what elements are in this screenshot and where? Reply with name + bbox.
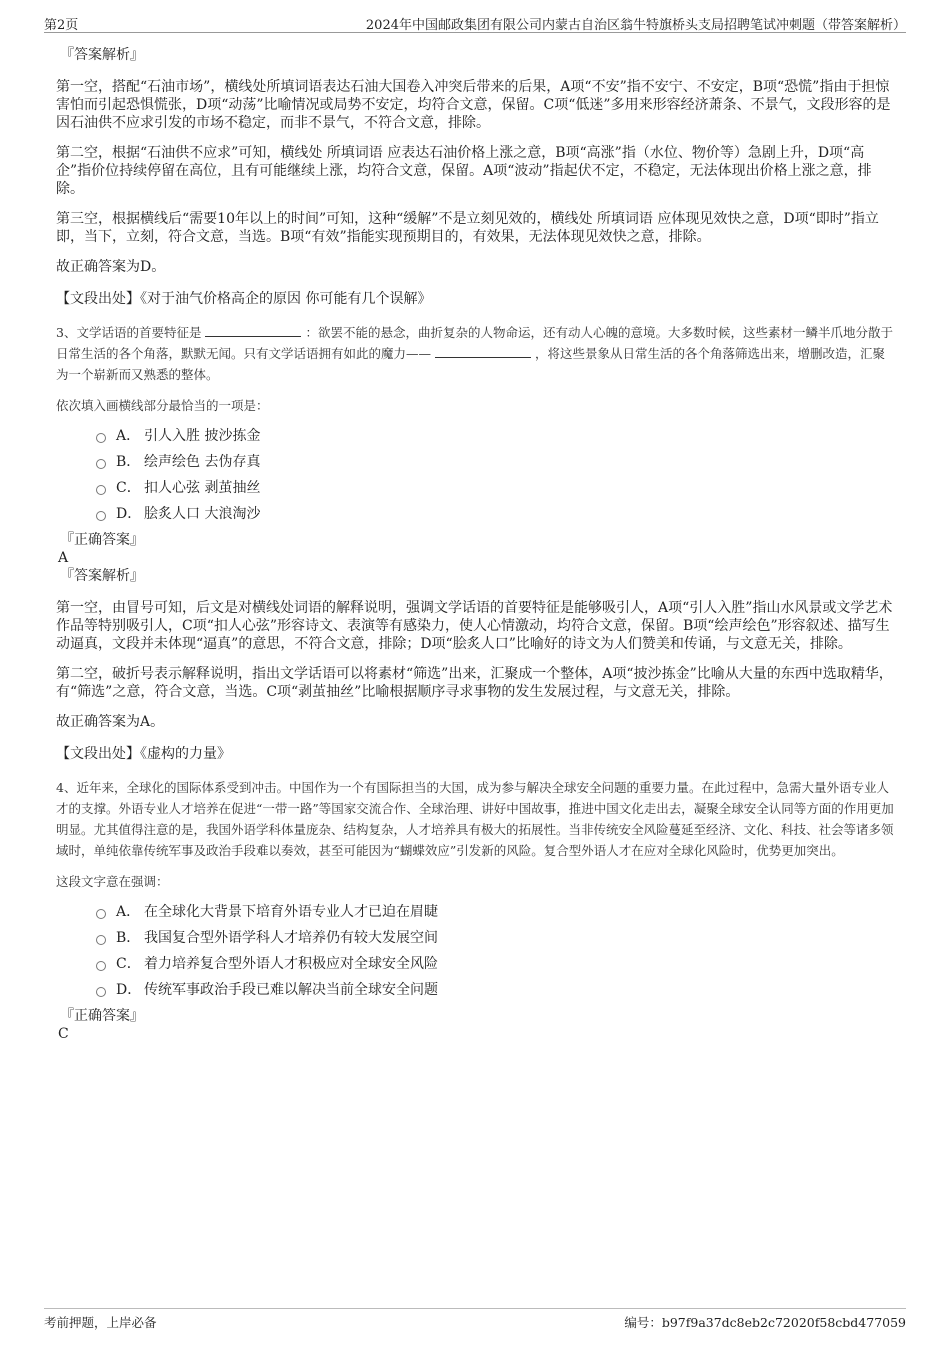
- question-prompt: 依次填入画横线部分最恰当的一项是：: [56, 398, 269, 413]
- question-prompt: 这段文字意在强调：: [56, 874, 169, 889]
- radio-icon[interactable]: [96, 935, 106, 945]
- option-list: [96, 903, 896, 1007]
- source-citation: 【文段出处】《对于油气价格高企的原因 你可能有几个误解》: [56, 291, 432, 307]
- option-b[interactable]: B． 我国复合型外语学科人才培养仍有较大发展空间: [96, 929, 896, 955]
- fill-blank: [205, 324, 301, 337]
- radio-icon[interactable]: [96, 909, 106, 919]
- footer-slogan: 考前押题，上岸必备: [44, 1315, 157, 1330]
- document-id: 编号：b97f9a37dc8eb2c72020f58cbd477059: [624, 1315, 906, 1330]
- footer-divider: [44, 1308, 906, 1309]
- option-c[interactable]: C． 扣人心弦 剥茧抽丝: [96, 479, 896, 505]
- radio-icon[interactable]: [96, 961, 106, 971]
- question-text: 4、近年来，全球化的国际体系受到冲击。中国作为一个有国际担当的大国，成为参与解决全球安全问题的重要力量。在此过程中，急需大量外语专业人才的支撑。外语专业人才培养在促进“一带一路”等国家交流合作、全球治理、讲好中国故事，推进中国文化走出去，凝聚全球安全认同等方面的作用更加明显。尤其值得注意的是，我国外语学科体量庞杂、结构复杂，人才培养具有极大的拓展性。当非传统安全风险蔓延至经济、文化、科技、社会等诸多领域时，单纯依靠传统军事及政治手段难以奏效，甚至可能因为“蝴蝶效应”引发新的风险。复合型外语人才在应对全球化风险时，优势更加突出。: [56, 780, 894, 858]
- analysis-conclusion: 故正确答案为D。: [56, 259, 166, 275]
- fill-blank: [435, 345, 531, 358]
- analysis-paragraph: 第二空，根据“石油供不应求”可知，横线处 所填词语 应表达石油价格上涨之意，B项“高涨”指（水位、物价等）急剧上升，D项“高企”指价位持续停留在高位，且有可能继续上涨，均符合文意，保留。A项“波动”指起伏不定，不稳定，无法体现出价格上涨之意，排除。: [56, 145, 872, 197]
- option-d[interactable]: D． 传统军事政治手段已难以解决当前全球安全问题: [96, 981, 896, 1007]
- option-b[interactable]: B． 绘声绘色 去伪存真: [96, 453, 896, 479]
- option-a[interactable]: A． 引人入胜 披沙拣金: [96, 427, 896, 453]
- analysis-paragraph: 第二空，破折号表示解释说明，指出文学话语可以将素材“筛选”出来，汇聚成一个整体，A项“披沙拣金”比喻从大量的东西中选取精华，有“筛选”之意，符合文意，当选。C项“剥茧抽丝”比喻根据顺序寻求事物的发生发展过程，与文意无关，排除。: [56, 666, 893, 700]
- analysis-conclusion: 故正确答案为A。: [56, 714, 165, 730]
- radio-icon[interactable]: [96, 459, 106, 469]
- correct-answer: A: [58, 550, 69, 566]
- option-c[interactable]: C． 着力培养复合型外语人才积极应对全球安全风险: [96, 955, 896, 981]
- radio-icon[interactable]: [96, 485, 106, 495]
- page-number: 第2页: [44, 18, 79, 33]
- option-a[interactable]: A． 在全球化大背景下培育外语专业人才已迫在眉睫: [96, 903, 896, 929]
- radio-icon[interactable]: [96, 511, 106, 521]
- radio-icon[interactable]: [96, 987, 106, 997]
- analysis-paragraph: 第三空，根据横线后“需要10年以上的时间”可知，这种“缓解”不是立刻见效的，横线处 所填词语 应体现见效快之意，D项“即时”指立即，当下，立刻，符合文意，当选。B项“有效”指能实现预期目的，有效果，无法体现见效快之意，排除。: [56, 211, 879, 245]
- source-citation: 【文段出处】《虚构的力量》: [56, 746, 231, 762]
- answer-label: 『正确答案』: [60, 1008, 144, 1024]
- option-d[interactable]: D． 脍炙人口 大浪淘沙: [96, 505, 896, 531]
- answer-label: 『正确答案』: [60, 532, 144, 548]
- question-text: 3、文学话语的首要特征是 ：欲罢不能的悬念，曲折复杂的人物命运，还有动人心魄的意境。大多数时候，这些素材一鳞半爪地分散于日常生活的各个角落，默默无闻。只有文学话语拥有如此的魔力—— ，将这些景象从日常生活的各个角落筛选出来，增删改造，汇聚为一个崭新而又熟悉的整体。: [56, 325, 893, 382]
- radio-icon[interactable]: [96, 433, 106, 443]
- document-title: 2024年中国邮政集团有限公司内蒙古自治区翁牛特旗桥头支局招聘笔试冲刺题（带答案解析）: [365, 18, 906, 33]
- analysis-label: 『答案解析』: [60, 568, 144, 584]
- analysis-paragraph: 第一空，由冒号可知，后文是对横线处词语的解释说明，强调文学话语的首要特征是能够吸引人，A项“引人入胜”指山水风景或文学艺术作品等特别吸引人，C项“扣人心弦”形容诗文、表演等有感染力，使人心情激动，均符合文意，保留。B项“绘声绘色”形容叙述、描写生动逼真，文段并未体现“逼真”的意思，不符合文意，排除；D项“脍炙人口”比喻好的诗文为人们赞美和传诵，与文意无关，排除。: [56, 600, 893, 652]
- analysis-paragraph: 第一空，搭配“石油市场”，横线处所填词语表达石油大国卷入冲突后带来的后果，A项“不安”指不安宁、不安定，B项“恐慌”指由于担惊害怕而引起恐惧慌张，D项“动荡”比喻情况或局势不安定，均符合文意，保留。C项“低迷”多用来形容经济萧条、不景气，文段形容的是因石油供不应求引发的市场不稳定，而非不景气，不符合文意，排除。: [56, 79, 891, 131]
- correct-answer: C: [58, 1026, 69, 1042]
- page-header: [44, 12, 906, 33]
- option-list: [96, 427, 896, 531]
- page-content: [56, 46, 896, 1043]
- analysis-label: 『答案解析』: [60, 47, 144, 63]
